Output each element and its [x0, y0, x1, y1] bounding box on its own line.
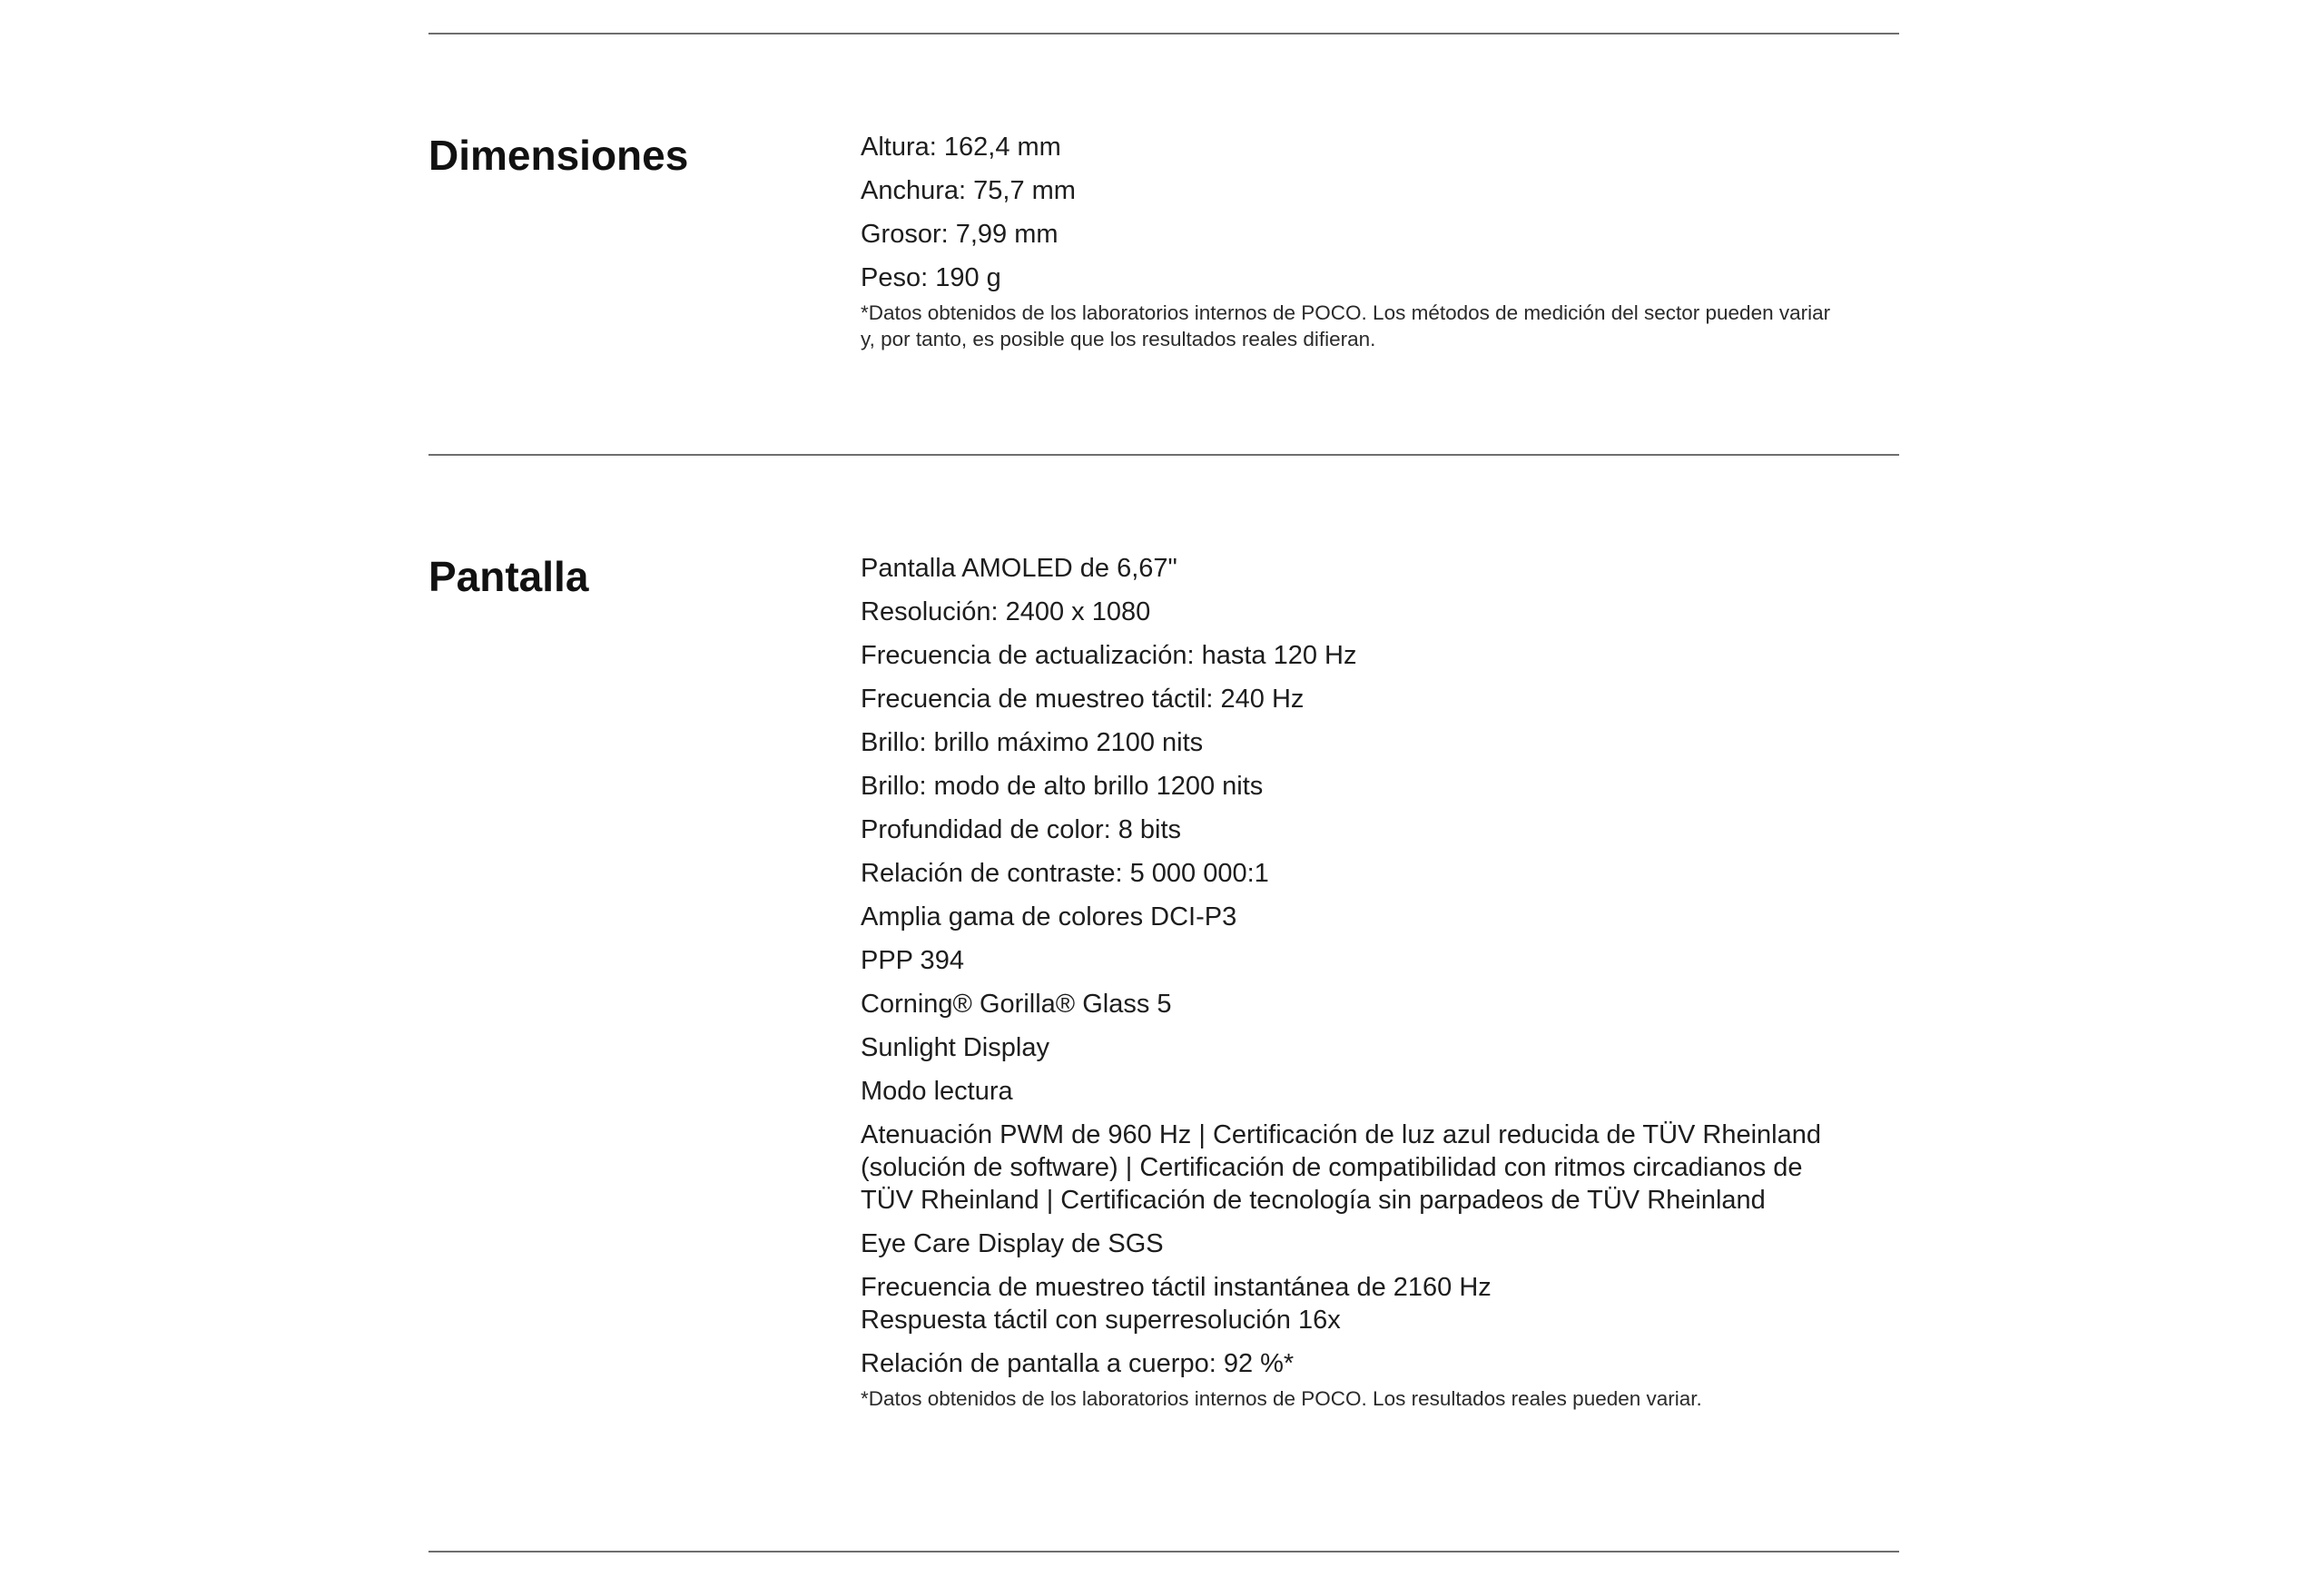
spec-contrast-ratio: Relación de contraste: 5 000 000:1: [861, 859, 1269, 888]
specs-page: [428, 0, 1899, 1587]
dimensiones-footnote: *Datos obtenidos de los laboratorios internos de POCO. Los métodos de medición del sector pueden variar y, por tanto, es posible que los resultados reales difieran.: [861, 301, 1831, 350]
spec-screen-to-body: Relación de pantalla a cuerpo: 92 %*: [861, 1349, 1295, 1378]
section-divider: [428, 33, 1899, 34]
spec-super-resolution-touch: Respuesta táctil con superresolución 16x: [861, 1306, 1341, 1335]
section-title-dimensiones: Dimensiones: [428, 132, 689, 179]
spec-ppi: PPP 394: [861, 946, 964, 975]
spec-color-gamut: Amplia gama de colores DCI-P3: [861, 902, 1237, 932]
pantalla-spec-list: [861, 552, 1841, 1412]
spec-sunlight-display: Sunlight Display: [861, 1033, 1049, 1062]
spec-width: Anchura: 75,7 mm: [861, 176, 1076, 205]
section-divider: [428, 454, 1899, 456]
spec-peak-brightness: Brillo: brillo máximo 2100 nits: [861, 728, 1204, 757]
spec-refresh-rate: Frecuencia de actualización: hasta 120 Hz: [861, 641, 1357, 670]
spec-instant-touch-sampling: Frecuencia de muestreo táctil instantánea de 2160 Hz: [861, 1273, 1492, 1302]
spec-glass: Corning® Gorilla® Glass 5: [861, 990, 1172, 1019]
spec-certifications: Atenuación PWM de 960 Hz | Certificación de luz azul reducida de TÜV Rheinland (solución de software) | Certificación de compatibilidad con ritmos circadianos de TÜV Rheinland | Certificación de tecnología sin parpadeos de TÜV Rheinland: [861, 1120, 1822, 1215]
spec-touch-sampling: Frecuencia de muestreo táctil: 240 Hz: [861, 685, 1305, 714]
spec-touch-response: [861, 1271, 1841, 1336]
spec-weight: Peso: 190 g: [861, 263, 1001, 292]
pantalla-footnote: *Datos obtenidos de los laboratorios internos de POCO. Los resultados reales pueden variar.: [861, 1387, 1702, 1410]
spec-hbm-brightness: Brillo: modo de alto brillo 1200 nits: [861, 772, 1264, 801]
spec-thickness: Grosor: 7,99 mm: [861, 220, 1059, 249]
spec-display-type: Pantalla AMOLED de 6,67": [861, 554, 1177, 583]
spec-eye-care: Eye Care Display de SGS: [861, 1229, 1164, 1258]
section-divider: [428, 1551, 1899, 1552]
spec-reading-mode: Modo lectura: [861, 1077, 1013, 1106]
spec-height: Altura: 162,4 mm: [861, 133, 1061, 162]
spec-color-depth: Profundidad de color: 8 bits: [861, 815, 1182, 844]
spec-resolution: Resolución: 2400 x 1080: [861, 597, 1151, 626]
section-title-pantalla: Pantalla: [428, 553, 589, 600]
dimensiones-spec-list: [861, 131, 1841, 352]
